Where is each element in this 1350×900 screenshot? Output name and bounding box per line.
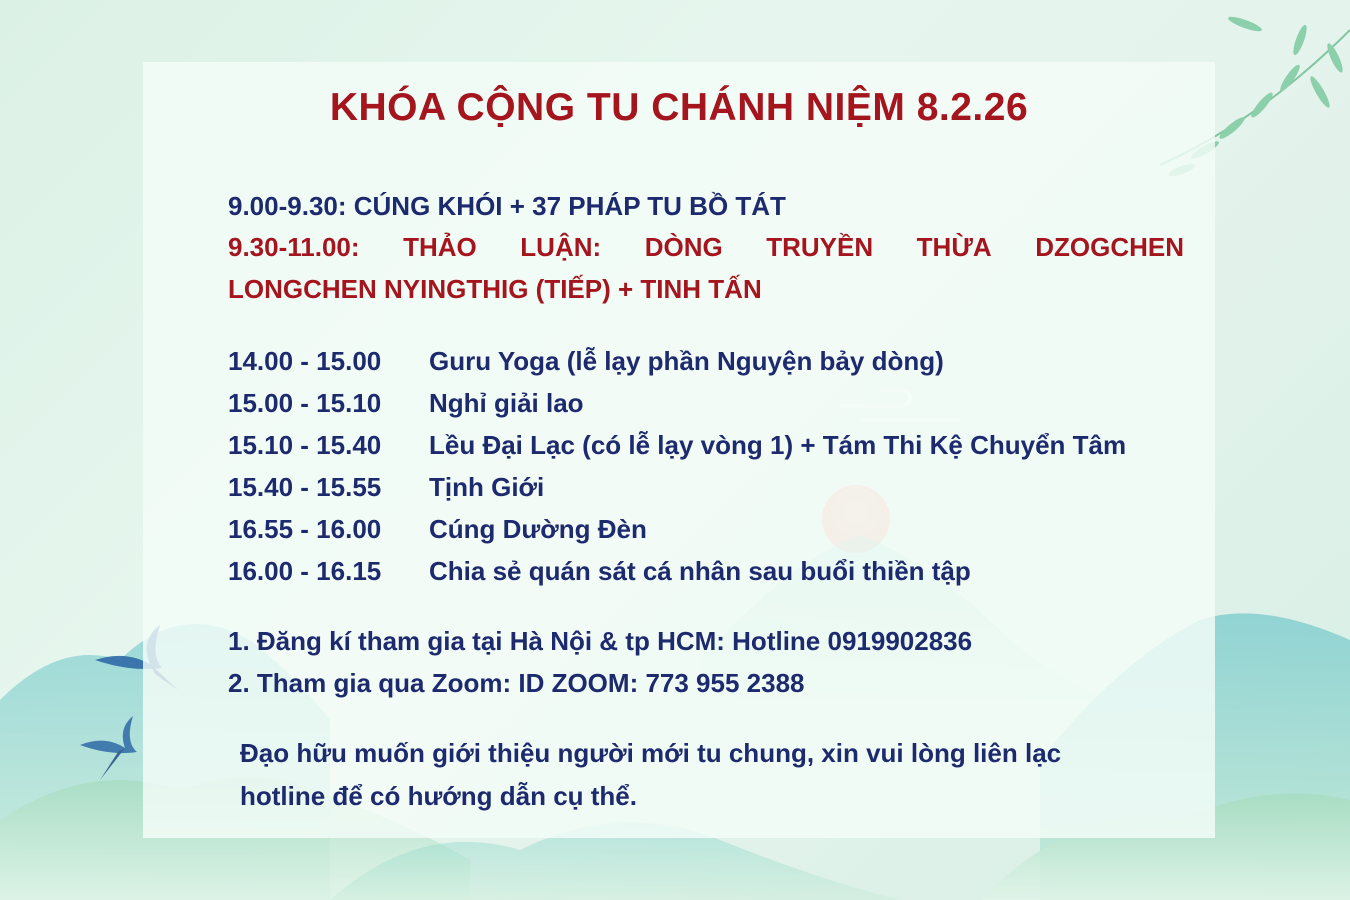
morning-line-1: 9.00-9.30: CÚNG KHÓI + 37 PHÁP TU BỒ TÁT <box>228 191 786 221</box>
morning-word: TRUYỀN <box>766 232 874 262</box>
schedule-activity: Nghỉ giải lao <box>429 388 584 418</box>
morning-line-2 <box>228 232 1184 263</box>
morning-word: DZOGCHEN <box>1035 232 1184 262</box>
morning-word: 9.30-11.00: <box>228 232 360 262</box>
registration-line-2: 2. Tham gia qua Zoom: ID ZOOM: 773 955 2388 <box>228 668 805 698</box>
morning-word: THẢO <box>403 232 477 262</box>
registration-line-1: 1. Đăng kí tham gia tại Hà Nội & tp HCM: Hotline 0919902836 <box>228 626 973 656</box>
note-line-1: Đạo hữu muốn giới thiệu người mới tu chung, xin vui lòng liên lạc <box>240 738 1062 768</box>
page-title: KHÓA CỘNG TU CHÁNH NIỆM 8.2.26 <box>329 86 1029 129</box>
morning-line-3: LONGCHEN NYINGTHIG (TIẾP) + TINH TẤN <box>228 274 762 304</box>
note-line-2: hotline để có hướng dẫn cụ thể. <box>240 781 637 811</box>
schedule-activity: Guru Yoga (lễ lạy phần Nguyện bảy dòng) <box>429 346 944 376</box>
schedule-activity: Chia sẻ quán sát cá nhân sau buổi thiền tập <box>429 556 971 586</box>
schedule-time: 15.10 - 15.40 <box>228 430 382 460</box>
schedule-time: 15.00 - 15.10 <box>228 388 382 418</box>
morning-word: DÒNG <box>644 232 723 262</box>
schedule-activity: Cúng Dường Đèn <box>429 514 647 544</box>
schedule-time: 16.55 - 16.00 <box>228 514 382 544</box>
schedule-time: 14.00 - 15.00 <box>228 346 382 376</box>
schedule-time: 16.00 - 16.15 <box>228 556 382 586</box>
schedule-activity: Tịnh Giới <box>429 472 545 502</box>
schedule-time: 15.40 - 15.55 <box>228 472 382 502</box>
schedule-activity: Lều Đại Lạc (có lễ lạy vòng 1) + Tám Thi Kệ Chuyển Tâm <box>429 430 1127 460</box>
morning-word: LUẬN: <box>520 232 602 262</box>
morning-word: THỪA <box>916 232 992 262</box>
